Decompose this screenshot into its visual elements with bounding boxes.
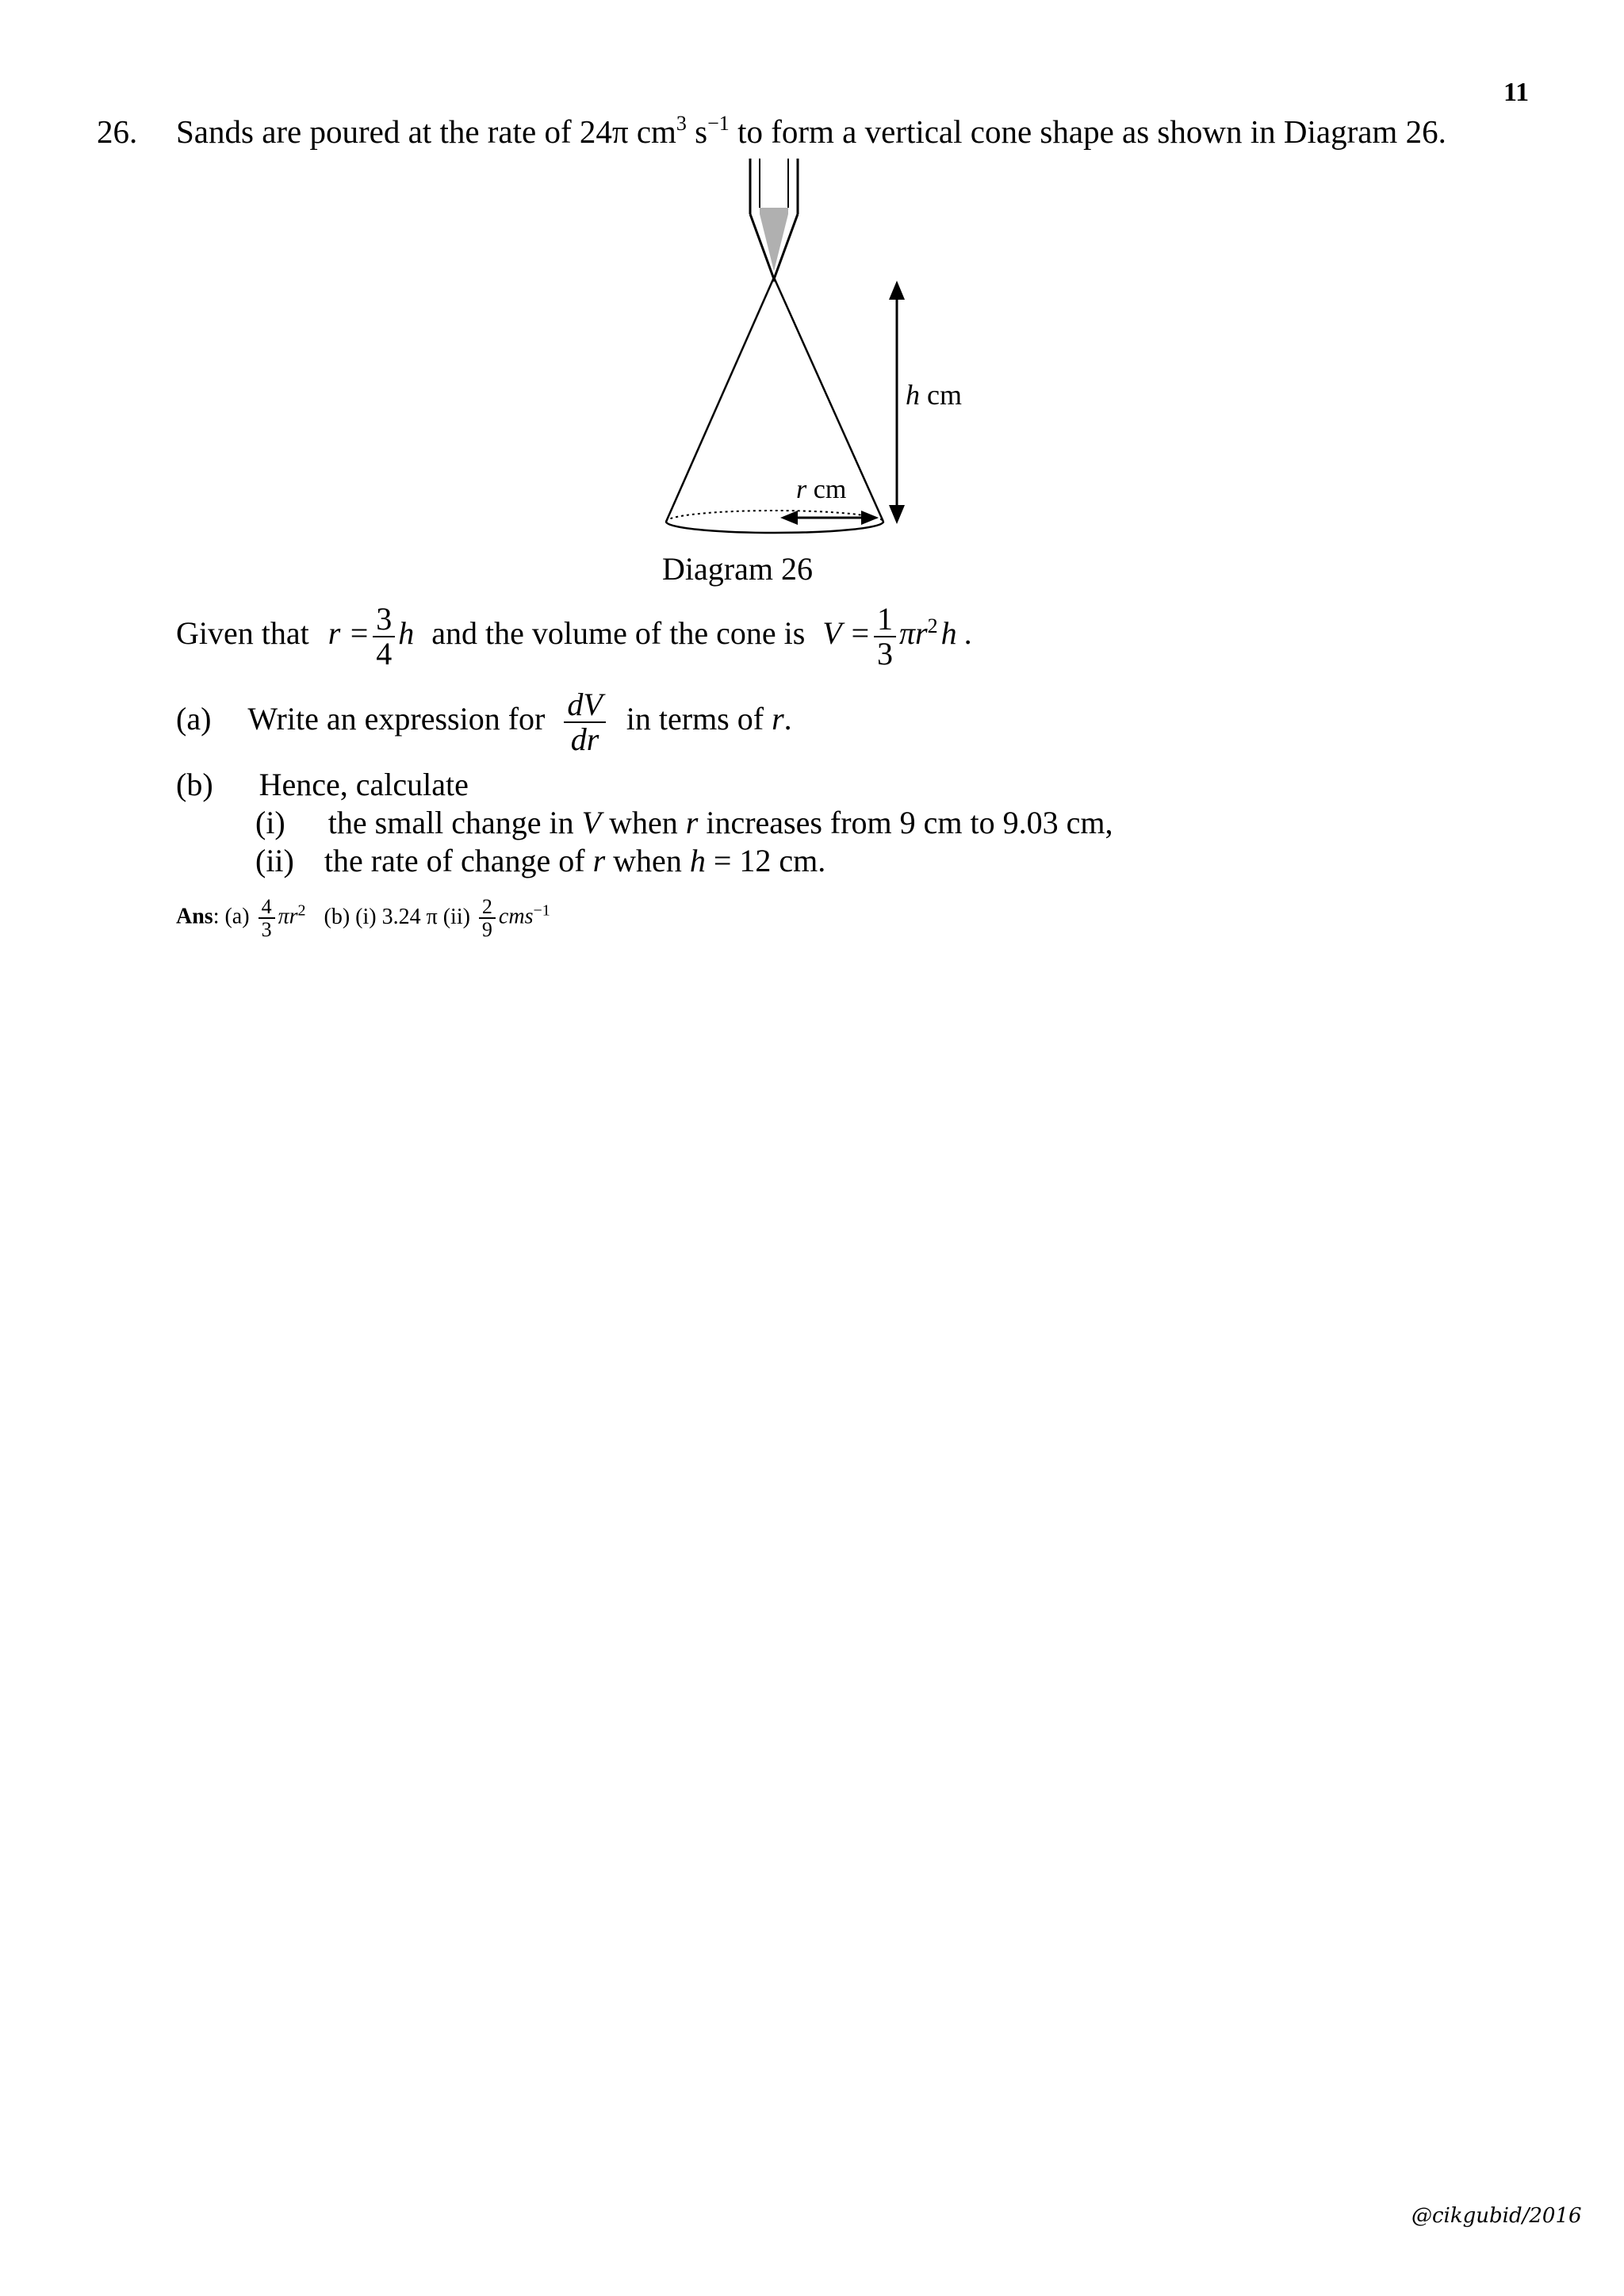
part-b-label: (b) xyxy=(176,767,213,802)
answer-fraction-two-ninths: $\frac{2}{9}$ xyxy=(479,896,496,941)
cone-diagram xyxy=(655,159,988,547)
part-a-label: (a) xyxy=(176,701,212,737)
answer-fraction-four-thirds: $\frac{4}{3}$ xyxy=(259,896,275,941)
answer-line: Ans: (a) $\frac{4}{3}$ $\pi r^2$ (b) (i) 3.24 π (ii) $\frac{2}{9}$ cms$^{-1}$ xyxy=(176,895,550,942)
fraction-dv-dr: $\frac{dV}{dr}$ xyxy=(564,688,605,756)
question-number: 26. xyxy=(97,113,138,150)
part-a: (a) Write an expression for $\frac{dV}{dr}$ in terms of r. xyxy=(176,687,792,757)
given-statement: Given that r = $\frac{3}{4}$ h and the volume of the cone is V = $\frac{1}{3}$ $\pi r^2$ h . xyxy=(176,601,973,672)
funnel xyxy=(750,159,798,279)
radius-arrow xyxy=(780,511,879,525)
page-number: 11 xyxy=(1503,78,1530,107)
part-b-i: (i) the small change in V when r increases from 9 cm to 9.03 cm, xyxy=(255,805,1113,840)
fraction-one-third: $\frac{1}{3}$ xyxy=(874,603,896,671)
part-b: (b) Hence, calculate xyxy=(176,767,469,802)
fraction-three-quarters: $\frac{3}{4}$ xyxy=(373,603,395,671)
height-arrow xyxy=(889,281,905,524)
question-text: Sands are poured at the rate of 24π $cm^3$ $s^{-1}$ to form a vertical cone shape as shown in Diagram 26. xyxy=(176,112,1446,150)
sand-cone xyxy=(666,277,883,533)
part-b-ii: (ii) the rate of change of r when h = 12 cm. xyxy=(255,843,826,878)
height-label: h cm xyxy=(906,379,962,411)
radius-label: r cm xyxy=(796,475,847,504)
diagram-caption: Diagram 26 xyxy=(662,551,813,587)
footer-credit: @cikgubid/2016 xyxy=(1411,2204,1582,2228)
